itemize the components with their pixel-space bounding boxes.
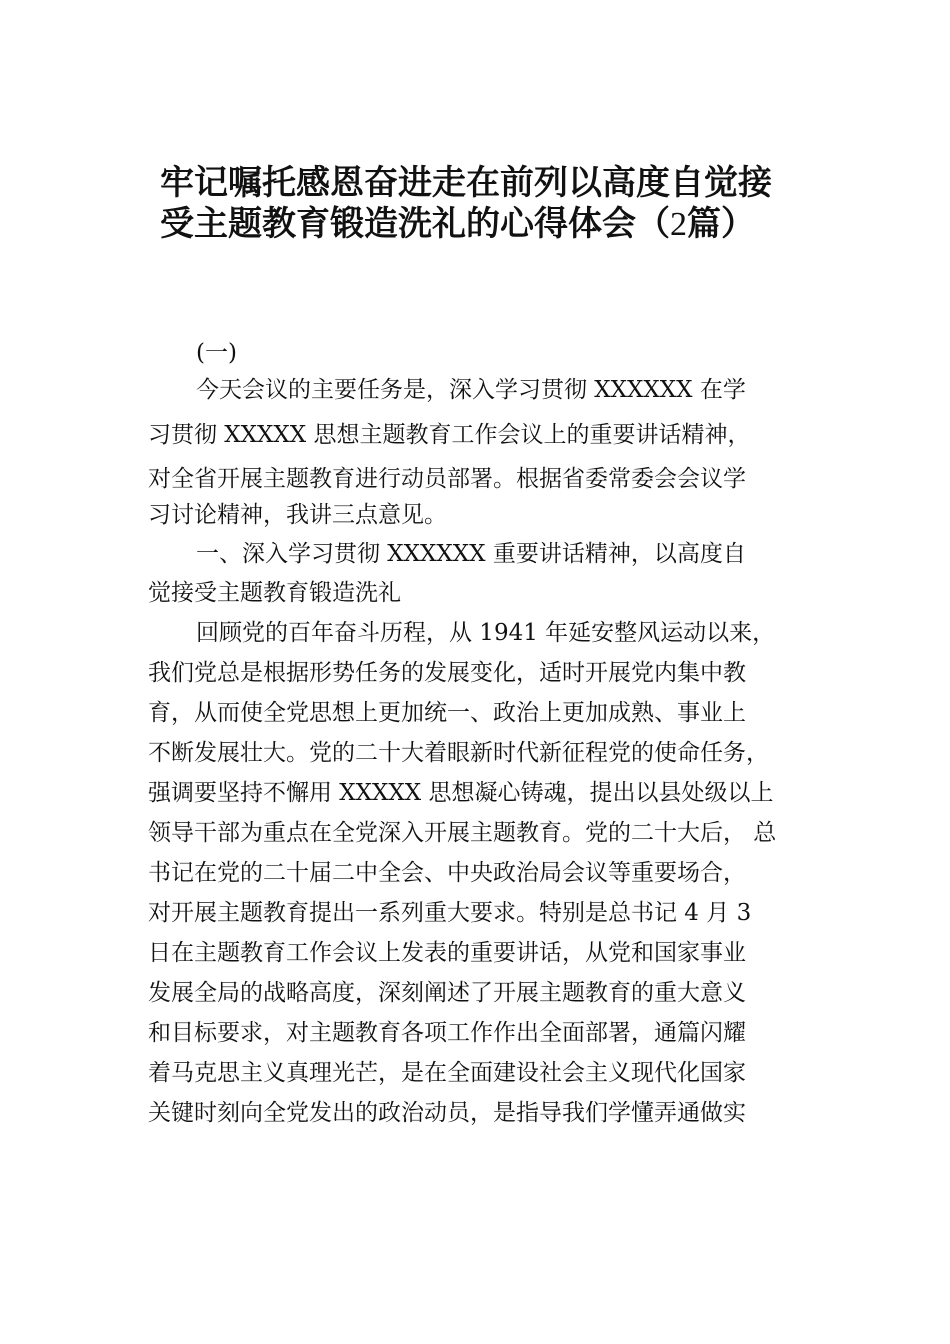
body-line: 育，从而使全党思想上更加统一、政治上更加成熟、事业上 <box>148 700 746 726</box>
body-line: 和目标要求，对主题教育各项工作作出全面部署，通篇闪耀 <box>148 1020 746 1046</box>
body-line: 对全省开展主题教育进行动员部署。根据省委常委会会议学 <box>148 466 746 492</box>
body-line: 关键时刻向全党发出的政治动员，是指导我们学懂弄通做实 <box>148 1100 746 1126</box>
document-title-line-1: 牢记嘱托感恩奋进走在前列以高度自觉接 <box>160 163 772 203</box>
body-line: 书记在党的二十届二中全会、中央政治局会议等重要场合， <box>148 860 746 886</box>
body-line: 今天会议的主要任务是，深入学习贯彻 XXXXXX 在学 <box>196 377 746 403</box>
document-title-line-2 <box>160 204 814 244</box>
title-line-2-prefix: 受主题教育锻造洗礼的心得体会（ <box>160 204 670 244</box>
section-label: (一) <box>196 340 237 366</box>
body-line: 领导干部为重点在全党深入开展主题教育。党的二十大后， 总 <box>148 820 777 846</box>
title-line-2-suffix: 篇） <box>687 204 755 244</box>
body-line: 着马克思主义真理光芒，是在全面建设社会主义现代化国家 <box>148 1060 746 1086</box>
body-line: 不断发展壮大。党的二十大着眼新时代新征程党的使命任务， <box>148 740 769 766</box>
body-line: 习讨论精神，我讲三点意见。 <box>148 502 447 528</box>
body-line: 我们党总是根据形势任务的发展变化，适时开展党内集中教 <box>148 660 746 686</box>
heading-line: 觉接受主题教育锻造洗礼 <box>148 580 401 606</box>
body-line: 习贯彻 XXXXX 思想主题教育工作会议上的重要讲话精神， <box>148 422 751 448</box>
body-line: 对开展主题教育提出一系列重大要求。特别是总书记 4 月 3 <box>148 900 752 926</box>
body-line: 强调要坚持不懈用 XXXXX 思想凝心铸魂，提出以县处级以上 <box>148 780 774 806</box>
title-line-2-number: 2 <box>670 206 687 243</box>
body-line: 回顾党的百年奋斗历程，从 1941 年延安整风运动以来， <box>196 620 776 646</box>
heading-line: 一、深入学习贯彻 XXXXXX 重要讲话精神，以高度自 <box>196 541 746 567</box>
body-line: 发展全局的战略高度，深刻阐述了开展主题教育的重大意义 <box>148 980 746 1006</box>
body-line: 日在主题教育工作会议上发表的重要讲话，从党和国家事业 <box>148 940 746 966</box>
